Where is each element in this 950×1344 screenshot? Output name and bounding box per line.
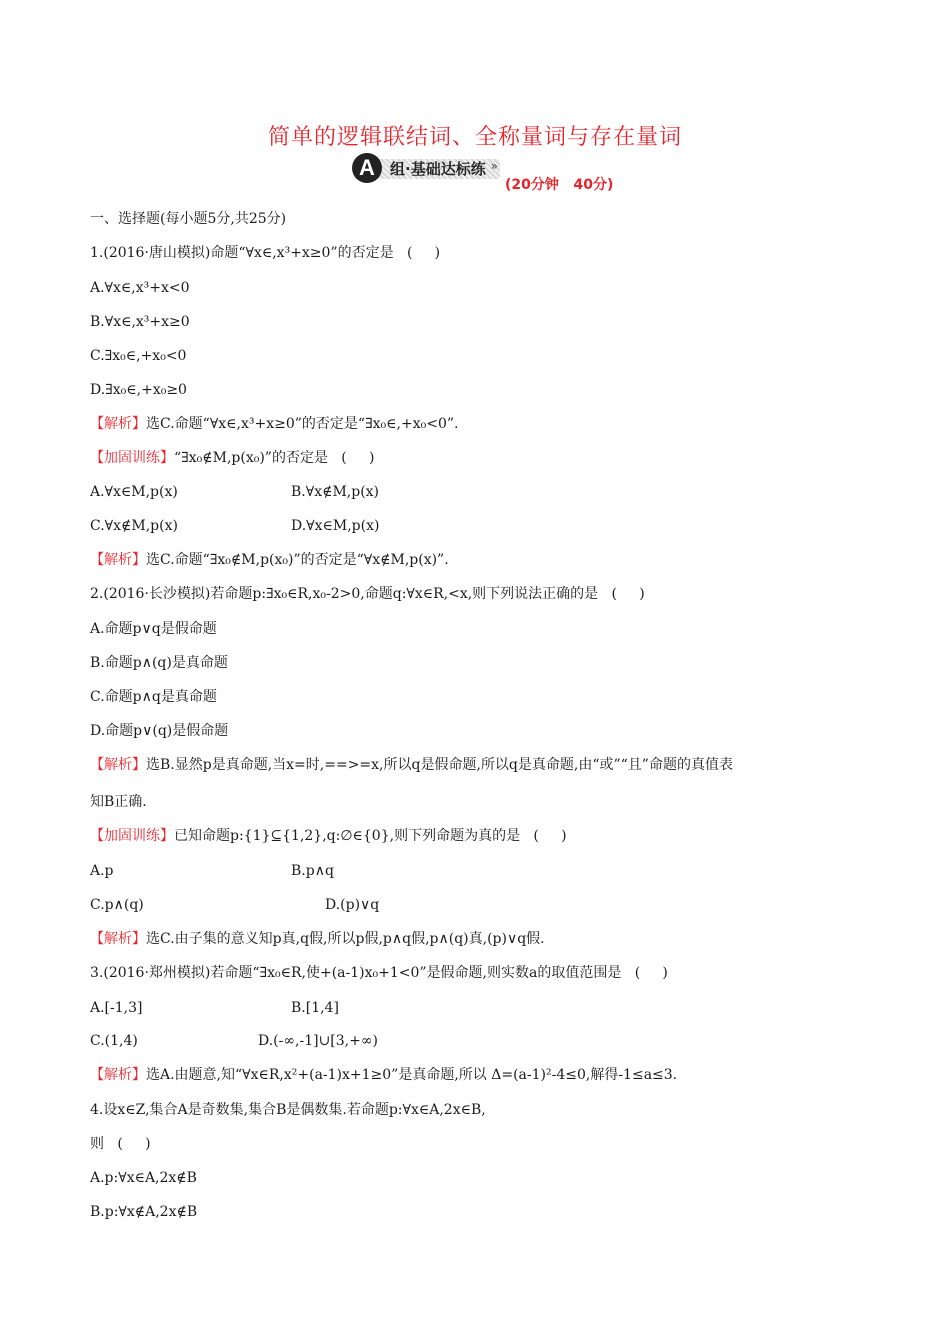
solution-tag: 【解析】 — [90, 552, 146, 568]
q2-solution-cont: 知B正确. — [90, 794, 147, 810]
practice-text: “∃x₀∉M,p(x₀)”的否定是 ( ) — [174, 450, 375, 466]
q3-option-b: B.[1,4] — [291, 1000, 339, 1016]
time-note: (20分钟 40分) — [505, 177, 614, 193]
q2-practice — [90, 826, 567, 846]
q1-option-c: C.∃x₀∈,+x₀<0 — [90, 348, 187, 364]
solution-tag: 【解析】 — [90, 416, 146, 432]
q2-option-b: B.命题p∧(q)是真命题 — [90, 655, 228, 671]
q1-practice-option-c: C.∀x∉M,p(x) — [90, 518, 178, 534]
practice-tag: 【加固训练】 — [90, 828, 174, 844]
q2-stem: 2.(2016·长沙模拟)若命题p:∃x₀∈R,x₀-2>0,命题q:∀x∈R,<x,则下列说法正确的是 ( ) — [90, 586, 645, 602]
solution-text: 选C.命题“∀x∈,x³+x≥0”的否定是“∃x₀∈,+x₀<0”. — [146, 416, 459, 432]
q1-option-a: A.∀x∈,x³+x<0 — [90, 280, 190, 296]
q1-option-d: D.∃x₀∈,+x₀≥0 — [90, 382, 187, 398]
q4-stem-cont: 则 ( ) — [90, 1136, 151, 1152]
page-title: 简单的逻辑联结词、全称量词与存在量词 — [267, 125, 682, 150]
solution-tag: 【解析】 — [90, 757, 146, 773]
badge-label: 组·基础达标练 — [390, 160, 486, 178]
group-badge — [354, 153, 500, 183]
q4-option-a: A.p:∀x∈A,2x∉B — [90, 1170, 197, 1186]
solution-text: 选C.命题“∃x₀∉M,p(x₀)”的否定是“∀x∉M,p(x)”. — [146, 552, 449, 568]
q1-practice-solution — [90, 550, 449, 570]
q2-solution — [90, 755, 733, 775]
solution-text: 选A.由题意,知“∀x∈R,x²+(a-1)x+1≥0”是真命题,所以 Δ=(a-1)²-4≤0,解得-1≤a≤3. — [146, 1067, 678, 1083]
q1-stem: 1.(2016·唐山模拟)命题“∀x∈,x³+x≥0”的否定是 ( ) — [90, 245, 441, 261]
q2-option-d: D.命题p∨(q)是假命题 — [90, 723, 229, 739]
q2-option-c: C.命题p∧q是真命题 — [90, 689, 217, 705]
q2-practice-option-a: A.p — [90, 863, 114, 879]
practice-text: 已知命题p:{1}⊆{1,2},q:∅∈{0},则下列命题为真的是 ( ) — [174, 828, 567, 844]
section-heading: 一、选择题(每小题5分,共25分) — [90, 211, 287, 227]
q2-practice-solution — [90, 929, 545, 949]
solution-text: 选C.由子集的意义知p真,q假,所以p假,p∧q假,p∧(q)真,(p)∨q假. — [146, 931, 545, 947]
q3-option-a: A.[-1,3] — [90, 1000, 143, 1016]
solution-tag: 【解析】 — [90, 1067, 146, 1083]
q1-practice-option-a: A.∀x∈M,p(x) — [90, 484, 178, 500]
q4-option-b: B.p:∀x∉A,2x∉B — [90, 1204, 198, 1220]
q4-stem: 4.设x∈Z,集合A是奇数集,集合B是偶数集.若命题p:∀x∈A,2x∈B, — [90, 1102, 486, 1118]
q3-option-d: D.(-∞,-1]∪[3,+∞) — [258, 1033, 378, 1049]
badge-arrow-icon: » — [490, 159, 498, 173]
q1-practice — [90, 448, 374, 468]
q2-practice-option-d: D.(p)∨q — [325, 897, 380, 913]
q1-practice-option-b: B.∀x∉M,p(x) — [291, 484, 380, 500]
practice-tag: 【加固训练】 — [90, 450, 174, 466]
q3-solution — [90, 1065, 677, 1085]
solution-text: 选B.显然p是真命题,当x=时,==>=x,所以q是假命题,所以q是真命题,由“或”“且”命题的真值表 — [146, 757, 733, 773]
badge-letter: A — [352, 153, 382, 183]
q1-option-b: B.∀x∈,x³+x≥0 — [90, 314, 190, 330]
solution-tag: 【解析】 — [90, 931, 146, 947]
q2-practice-option-b: B.p∧q — [291, 863, 334, 879]
q2-practice-option-c: C.p∧(q) — [90, 897, 144, 913]
q3-stem: 3.(2016·郑州模拟)若命题“∃x₀∈R,使+(a-1)x₀+1<0”是假命题,则实数a的取值范围是 ( ) — [90, 965, 668, 981]
q1-solution — [90, 414, 458, 434]
q3-option-c: C.(1,4) — [90, 1033, 138, 1049]
q1-practice-option-d: D.∀x∈M,p(x) — [291, 518, 380, 534]
q2-option-a: A.命题p∨q是假命题 — [90, 621, 217, 637]
